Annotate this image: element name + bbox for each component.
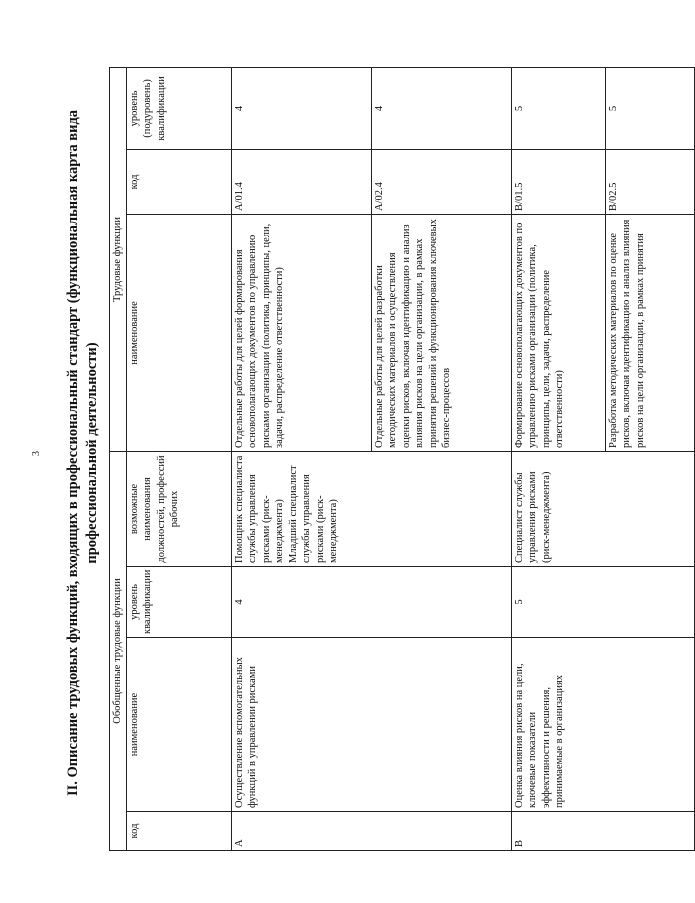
function-level: 5	[605, 67, 694, 149]
function-code: B/02.5	[605, 149, 694, 214]
header-qualification-level: уровень квалификации	[126, 567, 231, 638]
function-name: Отдельные работы для целей разработки методических материалов и осуществления оценки рисков, включая идентификацию и анализ влияния рисков на цели организации, в рамках принятия решений и функционирования ключевых бизнес-процессов	[371, 214, 511, 451]
table-row	[511, 67, 605, 850]
function-code: A/01.4	[231, 149, 371, 214]
table-row	[231, 67, 371, 850]
function-code: A/02.4	[371, 149, 511, 214]
header-row	[126, 67, 231, 850]
header-positions: возможные наименования должностей, профессий рабочих	[126, 451, 231, 566]
page-title: II. Описание трудовых функций, входящих в профессиональный стандарт (функциональная карта вида профессиональной деятельности)	[65, 109, 100, 797]
header-name: наименование	[126, 638, 231, 812]
function-level: 4	[231, 67, 371, 149]
generalized-positions: Специалист службы управления рисками (риск-менеджмента)	[511, 451, 694, 566]
header-labor-functions: Трудовые функции	[110, 67, 127, 451]
generalized-level: 5	[511, 567, 694, 638]
function-level: 4	[371, 67, 511, 149]
generalized-positions: Помощник специалиста службы управления рисками (риск-менеджмента) Младший специалист службы управления рисками (риск-менеджмента)	[231, 451, 511, 566]
function-name: Формирование основополагающих документов по управлению рисками организации (политика, принципы, цели, задачи, распределение ответственности)	[511, 214, 605, 451]
functional-map-table	[109, 67, 695, 851]
function-level: 5	[511, 67, 605, 149]
header-group-row	[110, 67, 127, 850]
generalized-name: Осуществление вспомогательных функций в управлении рисками	[231, 638, 511, 812]
generalized-code: А	[231, 812, 511, 851]
page-number: 3	[31, 451, 42, 456]
function-name: Отдельные работы для целей формирования основополагающих документов по управлению рисками организации (политика, принципы, цели, задачи, распределение ответственности)	[231, 214, 371, 451]
header-function-code: код	[126, 149, 231, 214]
generalized-level: 4	[231, 567, 511, 638]
generalized-code: В	[511, 812, 694, 851]
header-code: код	[126, 812, 231, 851]
header-sublevel: уровень (подуровень) квалификации	[126, 67, 231, 149]
header-generalized-functions: Обобщенные трудовые функции	[110, 451, 127, 850]
function-name: Разработка методических материалов по оценке рисков, включая идентификацию и анализ влияния рисков на цели организации, в рамках принятия	[605, 214, 694, 451]
function-code: B/01.5	[511, 149, 605, 214]
header-function-name: наименование	[126, 214, 231, 451]
generalized-name: Оценка влияния рисков на цели, ключевые показатели эффективности и решения, принимаемые в организациях	[511, 638, 694, 812]
